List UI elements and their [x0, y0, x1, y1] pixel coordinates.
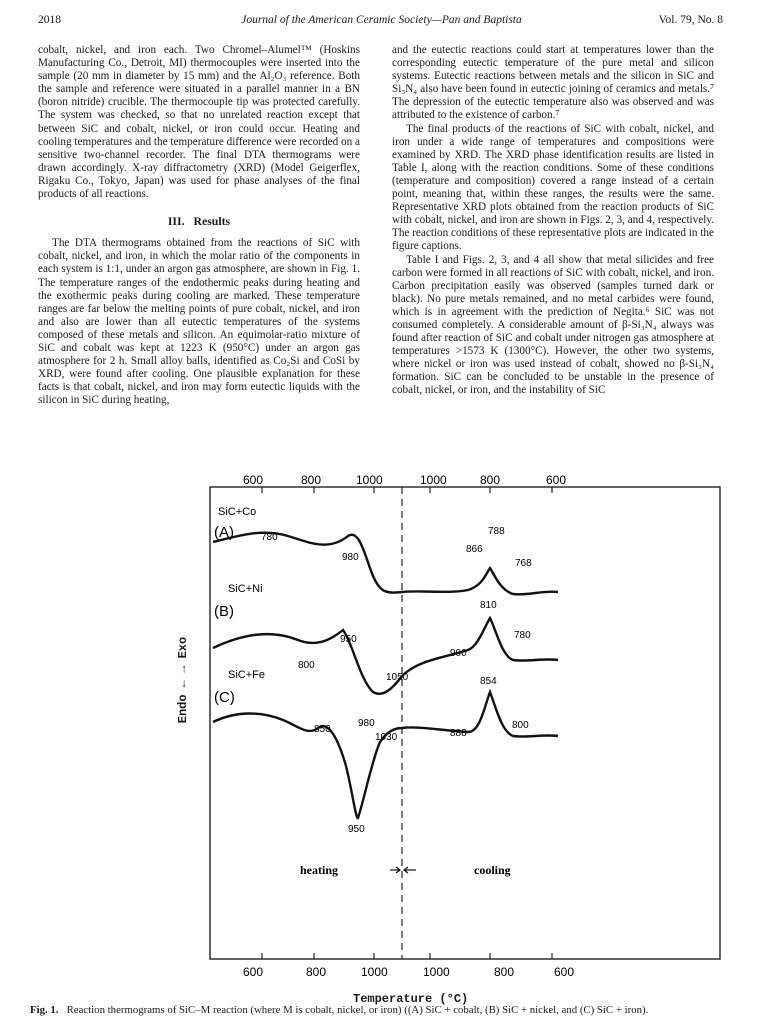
peak-label: 950 — [348, 824, 365, 835]
peak-label: 1050 — [386, 672, 409, 683]
section-heading — [38, 215, 360, 228]
bottom-tick-label: 600 — [243, 965, 264, 979]
direction-arrows-icon — [390, 867, 416, 873]
paragraph: and the eutectic reactions could start at temperatures lower than the corresponding eutectic temperature of the pure metal and silicon systems. Eutectic reactions between metals and the silicon in SiC and Si₃N₄ also have been found in eutectic joining of ceramics and metals.⁷ The depression of the eutectic temperature also was observed and was attributed to the existence of carbon.⁷ — [392, 44, 714, 122]
curve-system-label: SiC+Ni — [228, 583, 263, 595]
peak-label: 810 — [480, 600, 497, 611]
bottom-tick-label: 800 — [306, 965, 327, 979]
peak-label: 768 — [515, 558, 532, 569]
peak-label: 1030 — [375, 732, 398, 743]
caption-label: Fig. 1. — [30, 1004, 59, 1016]
figure-caption — [30, 1004, 750, 1016]
peak-label: 788 — [488, 526, 505, 537]
peak-label: 854 — [480, 676, 497, 687]
left-column — [38, 44, 360, 407]
paragraph: cobalt, nickel, and iron each. Two Chromel–Alumel™ (Hoskins Manufacturing Co., Detroit, MI) thermocouples were inserted into the sample (20 mm in diameter by 15 mm) and the Al₂O₃ reference. Both the sample and reference were situated in a parallel manner in a BN (boron nitride) crucible. The thermocouple tip was protected carefully. The system was checked, so that no unrelated reaction except that between SiC and cobalt, nickel, or iron could occur. Heating and cooling temperatures and the temperature difference were recorded on a sensitive two-channel recorder. The final DTA thermograms were drawn accordingly. X-ray diffractometry (XRD) (Model Geigerflex, Rigaku Co., Tokyo, Japan) was used for phase analyses of the final products of all reactions. — [38, 44, 360, 201]
top-tick-label: 800 — [480, 473, 501, 487]
peak-label: 780 — [261, 532, 278, 543]
bottom-tick-label: 800 — [494, 965, 515, 979]
x-axis-label: Temperature (°C) — [353, 992, 469, 1006]
peak-label: 980 — [342, 552, 359, 563]
peak-label: 866 — [466, 544, 483, 555]
curve-system-label: SiC+Fe — [228, 669, 265, 681]
paragraph: The DTA thermograms obtained from the reactions of SiC with cobalt, nickel, and iron, in which the molar ratio of the components in each system is 1:1, under an argon gas atmosphere, are shown in Fig. 1. The temperature ranges of the endothermic peaks during heating and the exothermic peaks during cooling are marked. These temperature ranges are far below the melting points of pure cobalt, nickel, and iron and also are lower than all eutectic temperatures of the systems composed of these metals and silicon. An equimolar-ratio mixture of SiC and cobalt was kept at 1223 K (950°C) under an argon gas atmosphere for 2 h. Small alloy balls, identified as Co₂Si and CoSi by XRD, were found after cooling. One plausible explanation for these facts is that cobalt, nickel, and iron may form eutectic liquids with the silicon in SiC during heating, — [38, 237, 360, 407]
top-tick-label: 600 — [546, 473, 567, 487]
top-tick-label: 600 — [243, 473, 264, 487]
peak-label: 850 — [314, 724, 331, 735]
bottom-tick-label: 1000 — [423, 965, 450, 979]
section-number: III. — [167, 214, 185, 229]
heating-label: heating — [300, 863, 339, 877]
top-tick-label: 1000 — [420, 473, 447, 487]
figure-1 — [168, 470, 728, 1006]
paragraph: Table I and Figs. 2, 3, and 4 all show that metal silicides and free carbon were formed in all reactions of SiC with cobalt, nickel, and iron. Carbon precipitation easily was observed (samples turned dark or black). No pure metals remained, and no metal carbides were found, which is in agreement with the prediction of Negita.⁶ SiC was not consumed completely. A considerable amount of β-Si₃N₄ always was found after reaction of SiC and cobalt under nitrogen gas atmosphere at temperatures >1573 K (1300°C). However, the other two systems, where nickel or iron was used instead of cobalt, showed no β-Si₃N₄ formation. SiC can be concluded to be unstable in the presence of cobalt, nickel, or iron, and the instability of SiC — [392, 253, 714, 397]
plot-frame — [210, 487, 720, 959]
peak-label: 780 — [514, 630, 531, 641]
peak-label: 888 — [450, 728, 467, 739]
paragraph: The final products of the reactions of SiC with cobalt, nickel, and iron under a wide range of temperatures and compositions were examined by XRD. The XRD phase identification results are listed in Table I, along with the reaction conditions. Some of these conditions (temperature and composition) covered a range instead of a certain point, meaning that, within these ranges, the results were the same. Representative XRD plots obtained from the reaction products of SiC with cobalt, nickel, and iron are shown in Figs. 2, 3, and 4, respectively. The reaction conditions of these representative plots are indicated in the figure captions. — [392, 122, 714, 253]
top-ticks — [262, 487, 552, 959]
curve-system-label: SiC+Co — [218, 506, 257, 518]
curve-letter: (B) — [214, 603, 234, 620]
running-header: Journal of the American Ceramic Society—Pan and Baptista — [241, 14, 522, 26]
curve-letter: (A) — [214, 524, 234, 541]
peak-label: 980 — [358, 718, 375, 729]
peak-label: 900 — [450, 648, 467, 659]
section-title: Results — [193, 214, 231, 229]
volume-info: Vol. 79, No. 8 — [658, 14, 723, 26]
peak-label: 800 — [512, 720, 529, 731]
peak-label: 800 — [298, 660, 315, 671]
peak-label: 950 — [340, 634, 357, 645]
page-number: 2018 — [38, 14, 61, 26]
curve-letter: (C) — [214, 689, 235, 706]
bottom-tick-label: 1000 — [361, 965, 388, 979]
caption-text: Reaction thermograms of SiC–M reaction (where M is cobalt, nickel, or iron) ((A) SiC + cobalt, (B) SiC + nickel, and (C) SiC + iron). — [66, 1004, 649, 1016]
bottom-tick-label: 600 — [554, 965, 575, 979]
y-axis-label: Endo ← → Exo — [176, 636, 190, 724]
thermogram-plot — [168, 470, 728, 990]
cooling-label: cooling — [474, 863, 511, 877]
top-tick-label: 1000 — [356, 473, 383, 487]
curve-c — [213, 692, 558, 818]
right-column — [392, 44, 714, 398]
top-tick-label: 800 — [301, 473, 322, 487]
